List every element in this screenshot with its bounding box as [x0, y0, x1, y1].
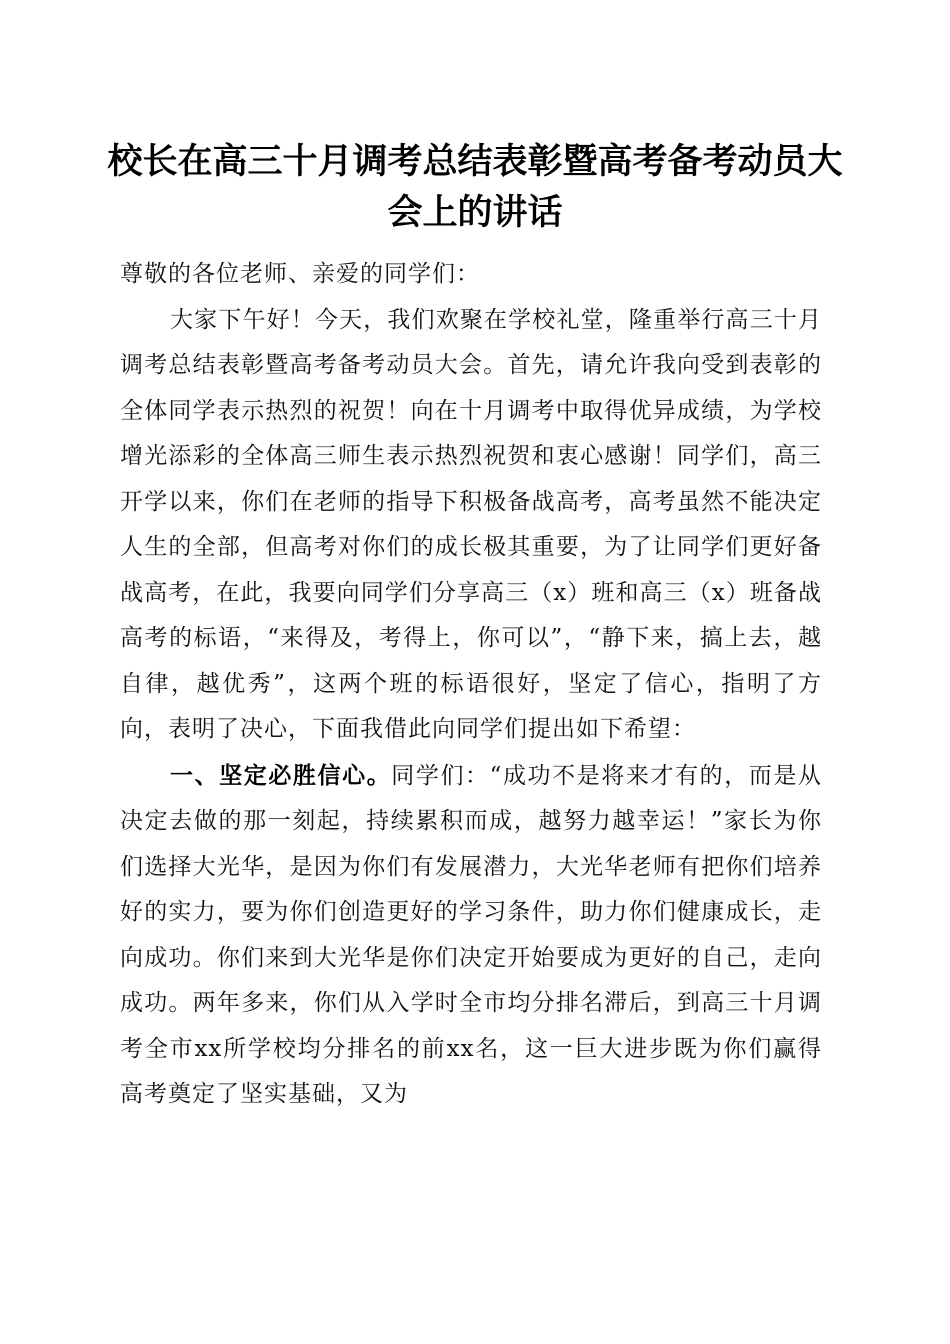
- section-1-heading: 一、坚定必胜信心。: [170, 761, 392, 789]
- opening-paragraph: 大家下午好！今天，我们欢聚在学校礼堂，隆重举行高三十月调考总结表彰暨高考备考动员大会。首先，请允许我向受到表彰的全体同学表示热烈的祝贺！向在十月调考中取得优异成绩，为学校增光添彩的全体高三师生表示热烈祝贺和衷心感谢！同学们，高三开学以来，你们在老师的指导下积极备战高考，高考虽然不能决定人生的全部，但高考对你们的成长极其重要，为了让同学们更好备战高考，在此，我要向同学们分享高三（x）班和高三（x）班备战高考的标语，“来得及，考得上，你可以”，“静下来，搞上去，越自律，越优秀”，这两个班的标语很好，坚定了信心，指明了方向，表明了决心，下面我借此向同学们提出如下希望：: [120, 306, 822, 742]
- section-1-text: 同学们：“成功不是将来才有的，而是从决定去做的那一刻起，持续累积而成，越努力越幸运！”家长为你们选择大光华，是因为你们有发展潜力，大光华老师有把你们培养好的实力，要为你们创造更好的学习条件，助力你们健康成长，走向成功。你们来到大光华是你们决定开始要成为更好的自己，走向成功。两年多来，你们从入学时全市均分排名滞后，到高三十月调考全市xx所学校均分排名的前xx名，这一巨大进步既为你们赢得高考奠定了坚实基础，又为: [120, 762, 823, 1107]
- section-1-paragraph: [120, 753, 822, 1118]
- document-body: [120, 252, 822, 1118]
- document-title: 校长在高三十月调考总结表彰暨高考备考动员大会上的讲话: [107, 141, 843, 233]
- greeting-line: 尊敬的各位老师、亲爱的同学们：: [120, 261, 480, 287]
